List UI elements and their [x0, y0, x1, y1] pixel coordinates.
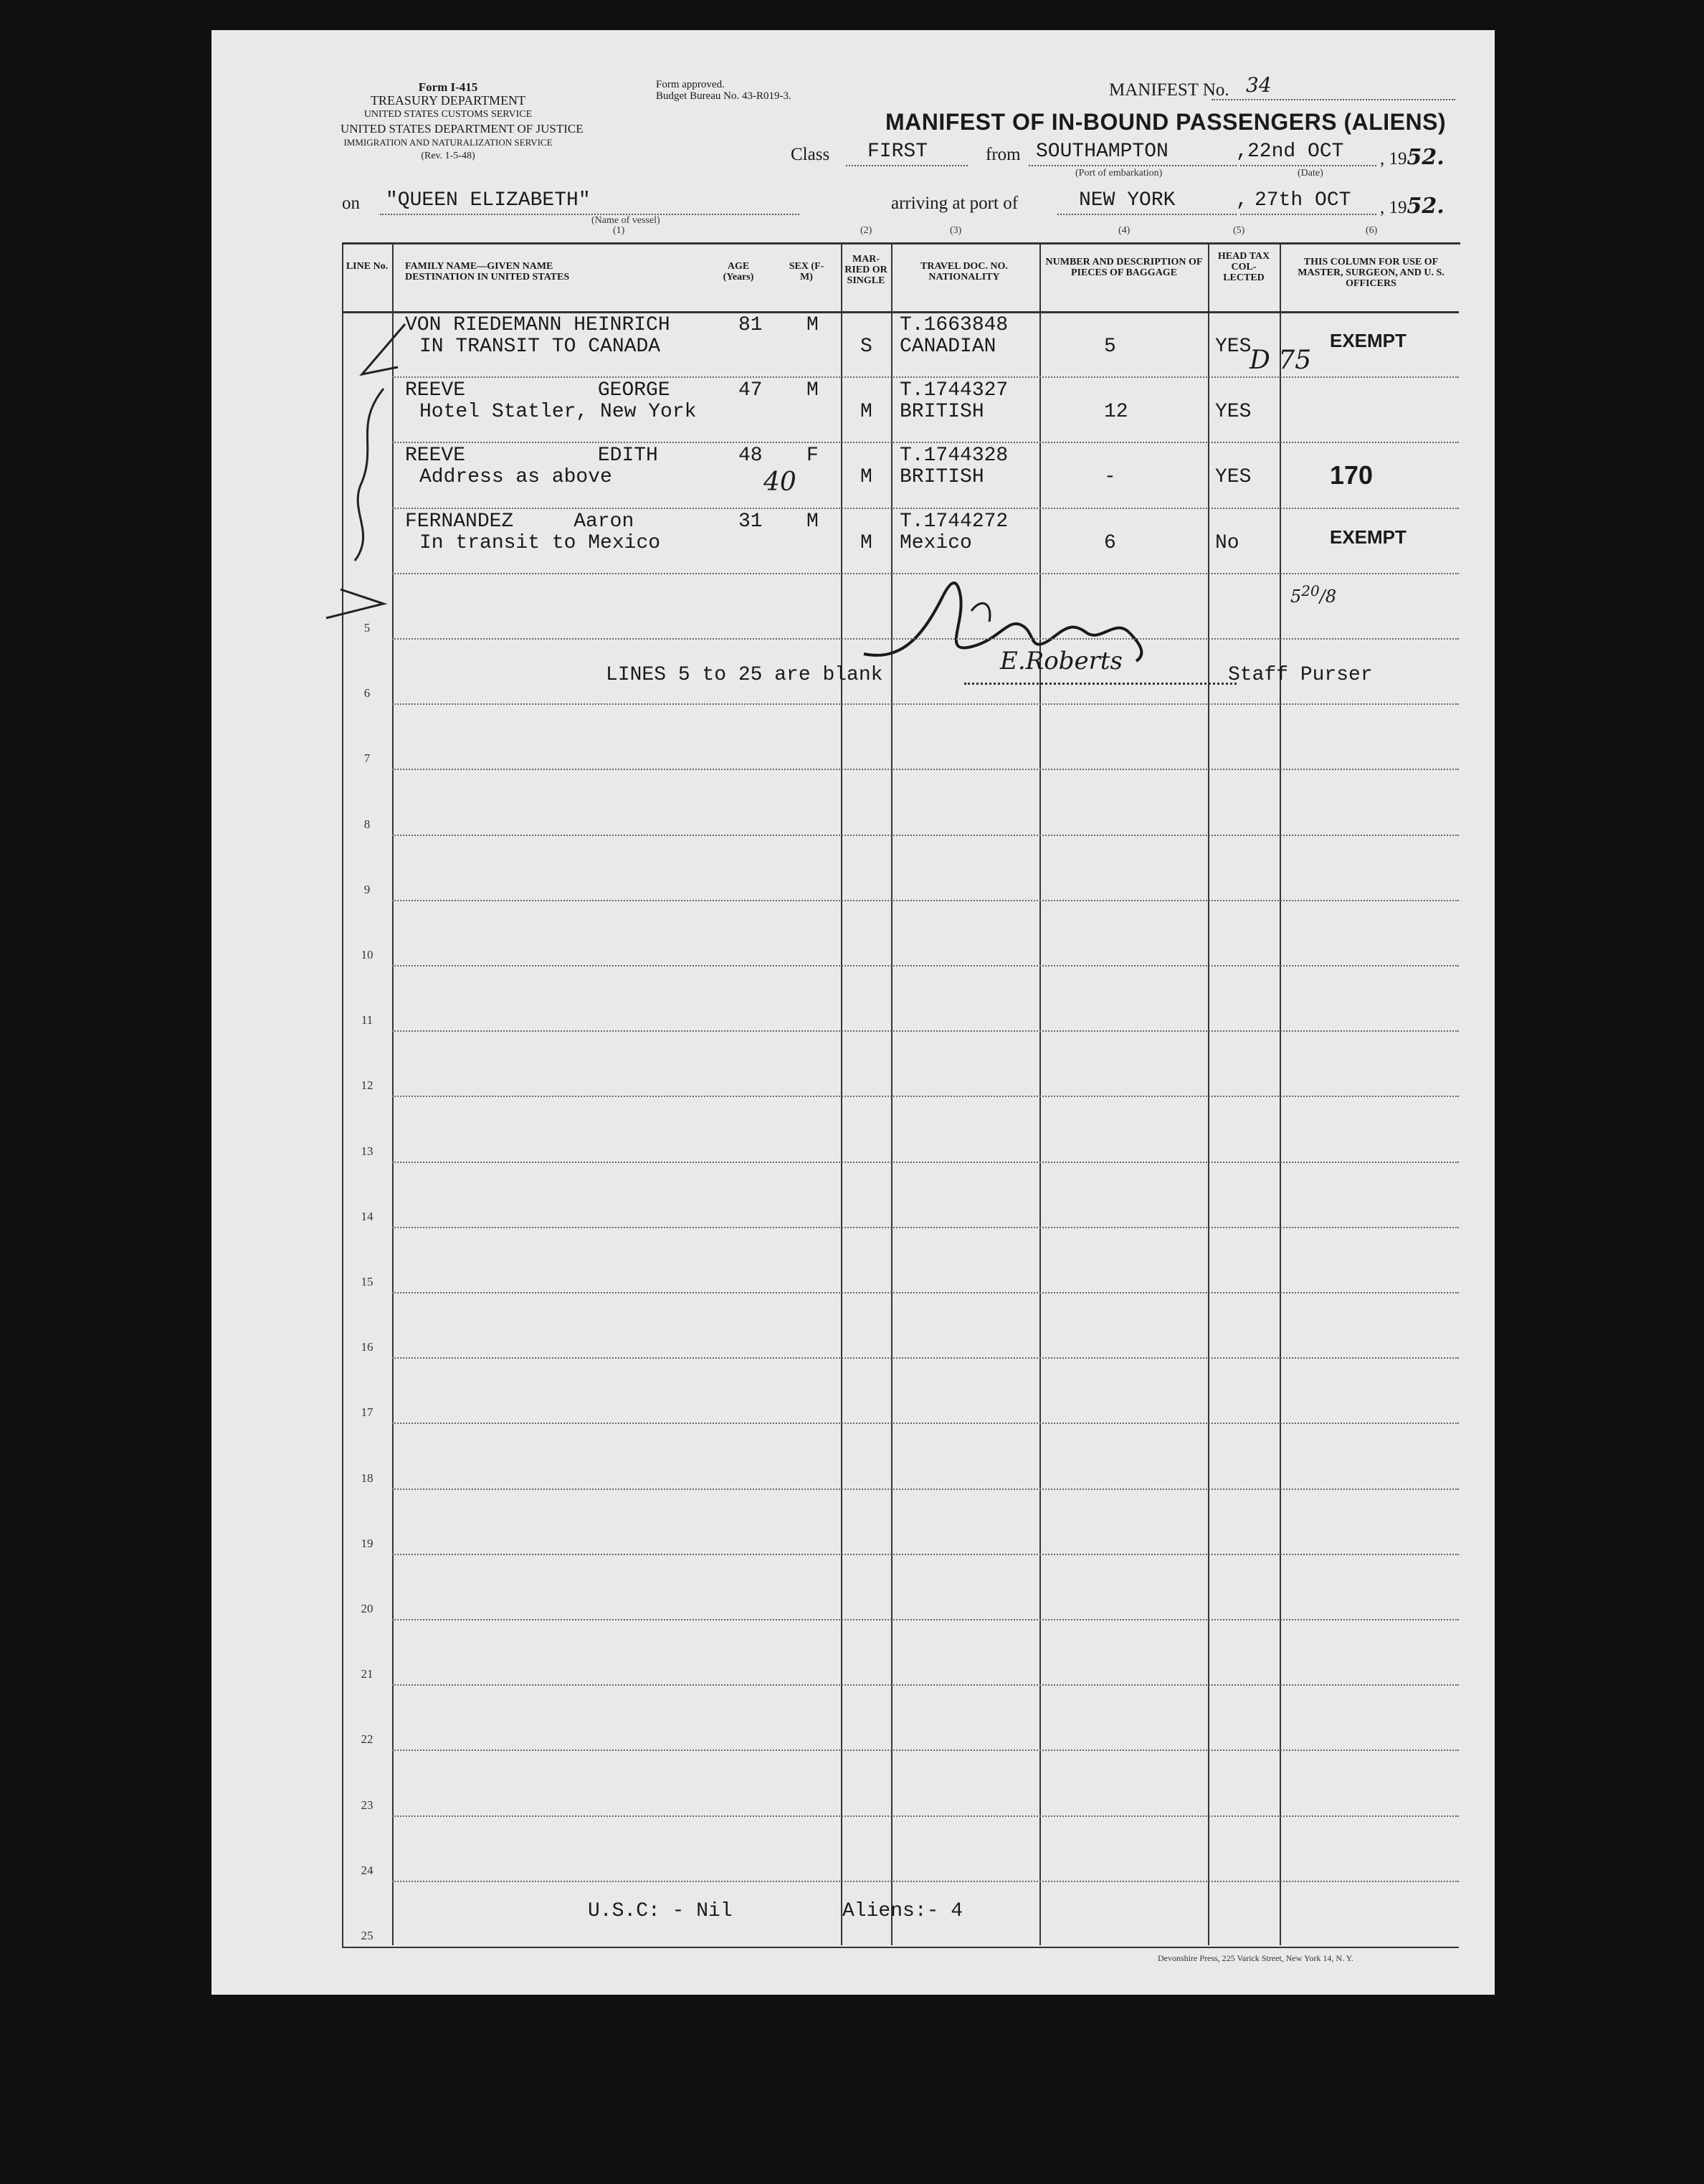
cell-bag: -	[1104, 466, 1116, 489]
depart-date-field: , 22nd OCT	[1240, 141, 1376, 166]
depart-date: 22nd OCT	[1247, 141, 1344, 163]
cell-dest: Hotel Statler, New York	[419, 401, 697, 424]
line-number: 23	[361, 1798, 373, 1812]
col-num-3: (3)	[950, 225, 962, 236]
row-rule	[392, 965, 1459, 967]
row-rule	[392, 1030, 1459, 1032]
manifest-sheet	[211, 30, 1495, 1995]
header-name-sub: DESTINATION IN UNITED STATES	[405, 272, 570, 283]
revision: (Rev. 1-5-48)	[421, 151, 475, 161]
line-number: 10	[361, 948, 373, 962]
table-row	[211, 442, 1495, 507]
customs-service: UNITED STATES CUSTOMS SERVICE	[363, 109, 533, 120]
row-rule	[392, 1489, 1459, 1490]
line-number: 9	[363, 882, 371, 896]
cell-name: REEVE GEORGE	[405, 379, 670, 402]
row-rule	[392, 1684, 1459, 1686]
cell-sex: F	[806, 445, 819, 467]
form-id-block	[341, 80, 556, 121]
arrival-date-field: , 27th OCT	[1240, 189, 1376, 215]
line-number: 8	[363, 817, 371, 831]
cell-age: 31	[738, 510, 763, 533]
row-rule	[392, 1096, 1459, 1097]
ins-service: IMMIGRATION AND NATURALIZATION SERVICE	[343, 137, 553, 148]
vessel-caption: (Name of vessel)	[591, 215, 660, 226]
cell-doc: T.1663848	[900, 314, 1009, 336]
col-num-4: (4)	[1118, 225, 1131, 236]
cell-tax: YES	[1215, 336, 1252, 358]
header-head-tax: HEAD TAX COL-LECTED	[1217, 251, 1270, 283]
header-married: MAR-RIED OR SINGLE	[844, 254, 887, 286]
treasury-dept: TREASURY DEPARTMENT	[370, 93, 526, 108]
manifest-number-value: 34	[1246, 73, 1272, 97]
cell-tax: YES	[1215, 466, 1252, 489]
cell-age: 81	[738, 314, 763, 336]
arrival-date: 27th OCT	[1255, 189, 1351, 212]
line-number: 21	[361, 1667, 373, 1681]
header-travel-doc: TRAVEL DOC. NO. NATIONALITY	[920, 261, 1008, 283]
col-num-6: (6)	[1366, 225, 1378, 236]
table-row	[211, 508, 1495, 573]
cell-age: 48	[738, 445, 763, 467]
cell-married: M	[860, 466, 872, 489]
arrival-port-field	[1057, 189, 1237, 215]
header-name	[405, 261, 569, 283]
blank-lines-note: LINES 5 to 25 are blank	[606, 664, 883, 686]
cell-dest: Address as above	[419, 466, 612, 489]
row-rule	[392, 573, 1459, 574]
cell-doc: T.1744327	[900, 379, 1009, 402]
class-field	[846, 141, 968, 166]
line-number: 18	[361, 1471, 373, 1485]
header-sex: SEX (F-M)	[789, 261, 824, 283]
row-rule	[392, 769, 1459, 770]
purser-label: Staff Purser	[1228, 664, 1373, 686]
justice-dept: UNITED STATES DEPARTMENT OF JUSTICE	[341, 122, 584, 136]
arriving-label: arriving at port of	[891, 194, 1019, 213]
cell-name: REEVE EDITH	[405, 445, 658, 467]
line-number: 5	[363, 621, 371, 635]
cell-name: VON RIEDEMANN HEINRICH	[405, 314, 670, 336]
usc-total: U.S.C: - Nil	[588, 1900, 733, 1922]
row-rule	[392, 1749, 1459, 1751]
justice-block	[341, 122, 584, 163]
line-number: 6	[363, 686, 371, 701]
line-number: 22	[361, 1732, 373, 1747]
cell-nat: BRITISH	[900, 401, 984, 424]
row-rule	[392, 1227, 1459, 1228]
class-value: FIRST	[867, 141, 928, 163]
row-rule	[392, 1881, 1459, 1882]
from-value: SOUTHAMPTON	[1036, 141, 1168, 163]
class-label: Class	[791, 145, 830, 164]
purser-signature: E.Roberts	[1000, 647, 1123, 675]
tax-handwritten-mark: D 75	[1250, 346, 1312, 375]
page-title: MANIFEST OF IN-BOUND PASSENGERS (ALIENS)	[885, 109, 1447, 135]
line-number: 11	[361, 1013, 373, 1027]
header-officers: THIS COLUMN FOR USE OF MASTER, SURGEON, AND U. S. OFFICERS	[1298, 257, 1444, 289]
cell-nat: BRITISH	[900, 466, 984, 489]
table-row	[211, 376, 1495, 442]
cell-tax: No	[1215, 531, 1239, 554]
row-rule	[392, 900, 1459, 901]
form-approved: Form approved.	[656, 79, 725, 90]
row-rule	[392, 1815, 1459, 1817]
line-number: 14	[361, 1209, 373, 1223]
on-label: on	[342, 194, 360, 213]
cell-officer: EXEMPT	[1330, 526, 1406, 548]
cell-nat: Mexico	[900, 531, 972, 554]
signature-superscript: $5^{20}/8$	[1290, 582, 1337, 607]
col-num-1: (1)	[613, 225, 625, 236]
header-age: AGE (Years)	[723, 261, 754, 283]
row-rule	[392, 1292, 1459, 1293]
header-line-no: LINE No.	[346, 261, 389, 272]
table-bottom-rule	[342, 1947, 1459, 1948]
header-baggage: NUMBER AND DESCRIPTION OF PIECES OF BAGGAGE	[1045, 257, 1203, 278]
cell-doc: T.1744328	[900, 445, 1009, 467]
purser-signature-line	[964, 683, 1237, 685]
year-prefix: 19	[1389, 198, 1407, 217]
cell-bag: 5	[1104, 336, 1116, 358]
cell-sex: M	[806, 379, 819, 402]
cell-bag: 12	[1104, 401, 1128, 424]
manifest-label: MANIFEST No.	[1109, 80, 1229, 100]
manifest-number	[1212, 70, 1455, 100]
depart-year: , 1952.	[1380, 145, 1444, 170]
cell-name: FERNANDEZ Aaron	[405, 510, 634, 533]
line-number: 12	[361, 1078, 373, 1093]
cell-married: M	[860, 401, 872, 424]
arrival-year-value: 52.	[1406, 194, 1444, 219]
cell-dest: In transit to Mexico	[419, 531, 661, 554]
line-number: 19	[361, 1536, 373, 1550]
line-number: 20	[361, 1602, 373, 1615]
line-number: 17	[361, 1405, 373, 1420]
col-num-5: (5)	[1233, 225, 1245, 236]
year-prefix: 19	[1389, 149, 1407, 168]
row-rule	[392, 1619, 1459, 1620]
cell-tax: YES	[1215, 401, 1252, 424]
date-caption: (Date)	[1298, 168, 1323, 179]
row-rule	[392, 1162, 1459, 1163]
line-number: 24	[361, 1863, 373, 1877]
row-rule	[392, 638, 1459, 640]
col-num-2: (2)	[860, 225, 872, 236]
form-number: Form I-415	[418, 80, 478, 94]
from-field	[1029, 141, 1237, 166]
line-number: 16	[361, 1340, 373, 1354]
vessel-name: "QUEEN ELIZABETH"	[386, 189, 591, 212]
cell-married: S	[860, 336, 872, 358]
line-number: 25	[361, 1929, 373, 1942]
row-rule	[392, 703, 1459, 705]
vessel-field	[380, 189, 799, 215]
line-number: 15	[361, 1275, 373, 1288]
cell-officer: EXEMPT	[1330, 330, 1406, 351]
cell-sex: M	[806, 510, 819, 533]
approval-block	[656, 79, 791, 102]
row-rule	[392, 835, 1459, 836]
depart-year-value: 52.	[1406, 145, 1444, 170]
cell-dest: IN TRANSIT TO CANADA	[419, 336, 661, 358]
budget-bureau: Budget Bureau No. 43-R019-3.	[656, 90, 791, 102]
line-number: 13	[361, 1144, 373, 1158]
table-row	[211, 311, 1495, 376]
row-rule	[392, 1423, 1459, 1424]
line-number: 7	[363, 751, 371, 766]
arrival-year: , 1952.	[1380, 194, 1444, 219]
cell-doc: T.1744272	[900, 510, 1009, 533]
cell-married: M	[860, 531, 872, 554]
cell-sex: M	[806, 314, 819, 336]
from-label: from	[986, 145, 1021, 164]
aliens-total: Aliens:- 4	[842, 1900, 963, 1922]
cell-bag: 6	[1104, 531, 1116, 554]
printer-credit: Devonshire Press, 225 Varick Street, New York 14, N. Y.	[1158, 1953, 1353, 1963]
age-handwritten-mark: 40	[763, 467, 796, 497]
arrival-port: NEW YORK	[1079, 189, 1176, 212]
header-name-main: FAMILY NAME—GIVEN NAME	[405, 261, 553, 272]
row-rule	[392, 1357, 1459, 1359]
port-caption: (Port of embarkation)	[1075, 168, 1163, 179]
row-rule	[392, 1554, 1459, 1555]
cell-nat: CANADIAN	[900, 336, 996, 358]
cell-officer: 170	[1330, 460, 1374, 490]
cell-age: 47	[738, 379, 763, 402]
